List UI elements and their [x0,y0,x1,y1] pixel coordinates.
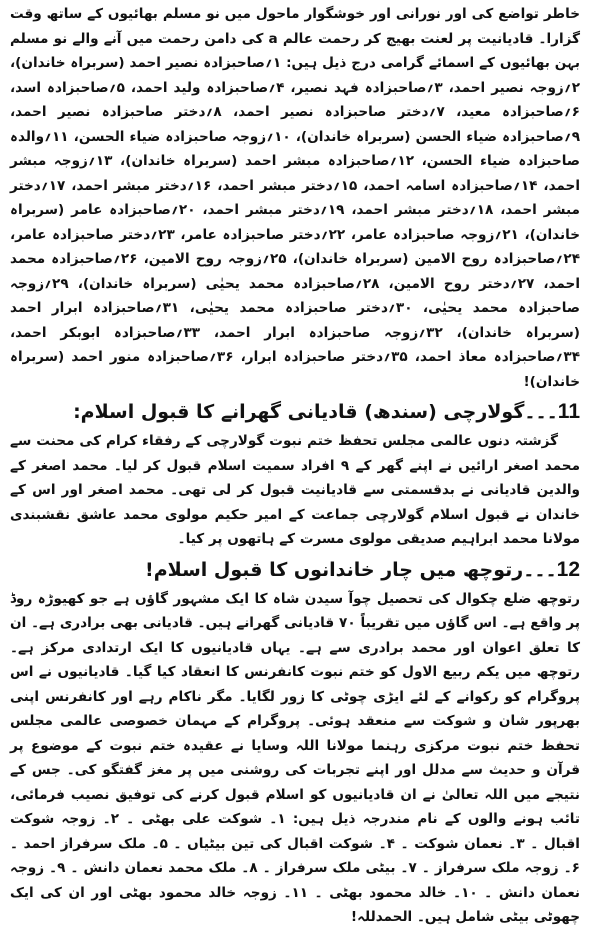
section-11-heading [10,398,580,427]
section-11-paragraph: گزشتہ دنوں عالمی مجلس تحفظ ختم نبوت گولارچی کے رفقاء کرام کی محنت سے محمد اصغر ارائیں نے اپنے گھر کے ۹ افراد سمیت اسلام قبول کر لیا۔ محمد اصغر کے والدین قادیانی نے بدقسمتی سے قادیانیت قبول کر لی تھی۔ محمد اصغر اور اس کے خاندان نے قبول اسلام گولارچی جماعت کے امیر حکیم مولوی محمد عاشق نقشبندی مولانا محمد ابراہیم صدیقی مولوی مسرت کے ہاتھوں پر کیا۔ [10,433,580,547]
section-11-title: گولارچی (سندھ) قادیانی گھرانے کا قبول اسلام: [73,401,525,423]
section-12-title: رتوچھ میں چار خاندانوں کا قبول اسلام! [145,558,524,581]
section-12-dash: ۔۔۔ [523,559,557,581]
section-12-number: 12 [556,557,580,581]
section-12-paragraph: رتوچھ ضلع چکوال کی تحصیل چوآ سیدن شاہ کا ایک مشہور گاؤں ہے جو کھیوڑہ روڈ پر واقع ہے۔ اس گاؤں میں تقریباً ۷۰ قادیانی گھرانے ہیں۔ قادیانی بھی برادری ہے۔ ان کا تعلق اعوان اور محمد برادری سے ہے۔ یہاں قادیانیوں کا ایک ارتدادی مرکز ہے۔ رتوچھ میں یکم ربیع الاول کو ختم نبوت کانفرنس کا انعقاد کیا گیا۔ قادیانیوں نے اس پروگرام کو رکوانے کے لئے ایڑی چوٹی کا زور لگایا۔ مگر ناکام رہے اور کانفرنس اپنی بھرپور شان و شوکت سے منعقد ہوئی۔ پروگرام کے مہمان خصوصی عالمی مجلس تحفظ ختم نبوت مرکزی رہنما مولانا اللہ وسایا نے عقیدہ ختم نبوت کے موضوع پر قرآن و حدیث سے مدلل اور اپنے تجربات کی روشنی میں پر مغز گفتگو کی۔ جس کے نتیجے میں اللہ تعالیٰ نے ان قادیانیوں کو اسلام قبول کرنے کی توفیق نصیب فرمائی، تائب ہونے والوں کے نام مندرجہ ذیل ہیں: ۱۔ شوکت علی بھٹی ۔ ۲۔ زوجہ شوکت اقبال ۔ ۳۔ نعمان شوکت ۔ ۴۔ شوکت اقبال کی تین بیٹیاں ۔ ۵۔ ملک سرفراز احمد ۔ ۶۔ زوجہ ملک سرفراز ۔ ۷۔ بیٹی ملک سرفراز ۔ ۸۔ ملک محمد نعمان دانش ۔ ۹۔ زوجہ نعمان دانش ۔ ۱۰۔ خالد محمود بھٹی ۔ ۱۱۔ زوجہ خالد محمود بھٹی اور ان کی ایک چھوٹی بیٹی شامل ہیں۔ الحمدللہ! [10,590,581,925]
document-page [10,2,581,925]
section-11-dash: ۔۔۔ [524,402,558,423]
intro-paragraph: خاطر تواضع کی اور نورانی اور خوشگوار ماحول میں نو مسلم بھائیوں کے ساتھ وقت گزارا۔ قادیانیت پر لعنت بھیج کر رحمت عالم a کی دامن رحمت میں آنے والے نو مسلم بہن بھائیوں کے اسمائے گرامی درج ذیل ہیں: ۱؍صاحبزادہ نصیر احمد (سربراہ خاندان)، ۲؍زوجہ نصیر احمد، ۳؍صاحبزادہ فہد نصیر، ۴؍صاحبزادہ ولید احمد، ۵؍صاحبزادہ اسد، ۶؍صاحبزادہ معید، ۷؍دختر صاحبزادہ نصیر احمد، ۸؍دختر صاحبزادہ نصیر احمد، ۹؍صاحبزادہ ضیاء الحسن (سربراہ خاندان)، ۱۰؍زوجہ صاحبزادہ ضیاء الحسن، ۱۱؍والدہ صاحبزادہ ضیاء الحسن، ۱۲؍صاحبزادہ مبشر احمد (سربراہ خاندان)، ۱۳؍زوجہ مبشر احمد، ۱۴؍صاحبزادہ اسامہ احمد، ۱۵؍دختر مبشر احمد، ۱۶؍دختر مبشر احمد، ۱۷؍دختر مبشر احمد، ۱۸؍دختر مبشر احمد، ۱۹؍دختر مبشر احمد، ۲۰؍صاحبزادہ عامر (سربراہ خاندان)، ۲۱؍زوجہ صاحبزادہ عامر، ۲۲؍دختر صاحبزادہ عامر، ۲۳؍دختر صاحبزادہ عامر، ۲۴؍صاحبزادہ روح الامین (سربراہ خاندان)، ۲۵؍زوجہ روح الامین، ۲۶؍صاحبزادہ محمد احمد، ۲۷؍دختر روح الامین، ۲۸؍صاحبزادہ محمد یحیٰی (سربراہ خاندان)، ۲۹؍زوجہ صاحبزادہ محمد یحیٰی، ۳۰؍دختر صاحبزادہ محمد یحیٰی، ۳۱؍صاحبزادہ ابرار احمد (سربراہ خاندان)، ۳۲؍زوجہ صاحبزادہ ابرار احمد، ۳۳؍صاحبزادہ ابوبکر احمد، ۳۴؍صاحبزادہ معاذ احمد، ۳۵؍دختر صاحبزادہ ابرار، ۳۶؍صاحبزادہ منور احمد (سربراہ خاندان)! [10,6,581,390]
section-11-number: 11 [557,400,580,423]
section-12-heading [10,556,580,585]
